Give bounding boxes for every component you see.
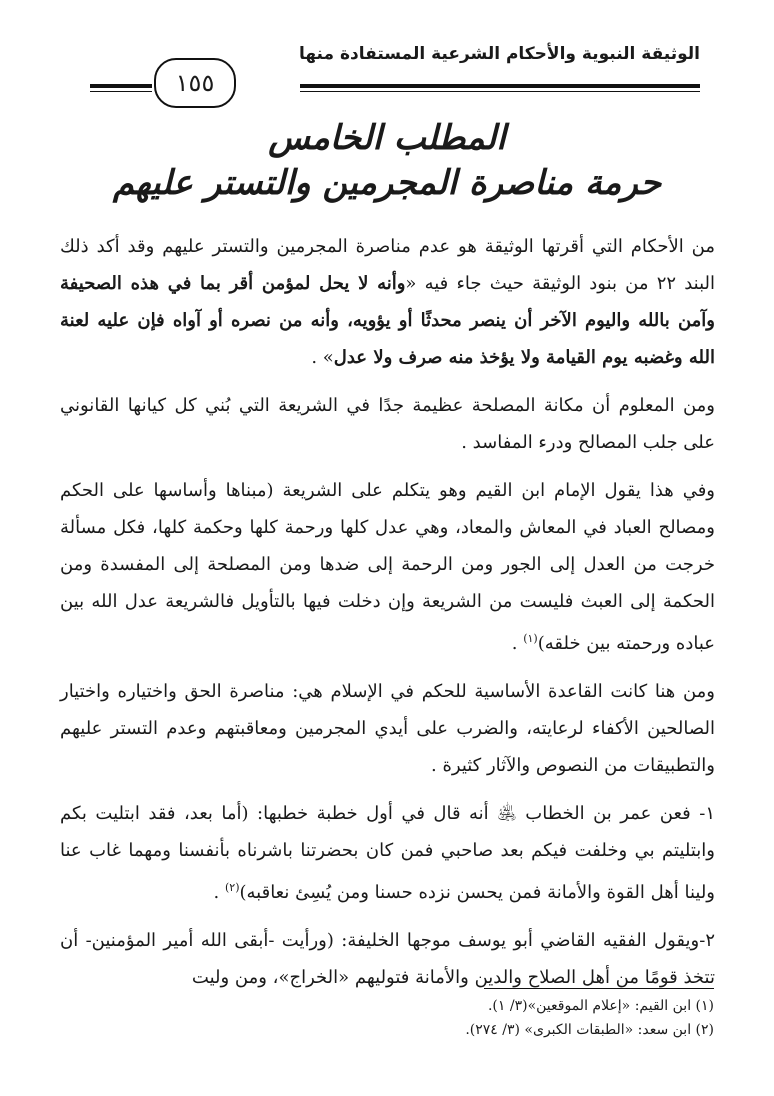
footnotes [59, 994, 714, 1042]
paragraph-2: ومن المعلوم أن مكانة المصلحة عظيمة جدًا في الشريعة التي بُني كل كيانها القانوني على جلب المصالح ودرء المفاسد . [60, 395, 715, 453]
header-rule-left-thin [90, 91, 152, 92]
paragraph-1-start: من الأحكام التي أقرتها الوثيقة هو عدم مناصرة المجرمين والتستر عليهم وقد أكد ذلك البند ٢٢ من بنود الوثيقة حيث جاء فيه « [60, 236, 715, 294]
header-rule-left-thick [90, 84, 152, 88]
paragraph-3-text: وفي هذا يقول الإمام ابن القيم وهو يتكلم على الشريعة (مبناها وأساسها على الحكم ومصالح العباد في المعاش والمعاد، وهي عدل كلها ورحمة كلها وحكمة كلها، فكل مسألة خرجت من العدل إلى الجور ومن الرحمة إلى ضدها ومن المصلحة إلى المفسدة ومن الحكمة إلى العبث فليست من الشريعة وإن دخلت فيها بالتأويل فالشريعة عدل الله بين عباده ورحمته بين خلقه) [60, 480, 715, 654]
paragraph-5 [60, 795, 715, 911]
paragraph-5-end: . [213, 882, 225, 903]
header-rule-thin [300, 91, 700, 92]
footnote-ref-1: (١) [523, 632, 538, 645]
footnote-separator [484, 988, 714, 989]
paragraph-1 [60, 228, 715, 376]
running-title: الوثيقة النبوية والأحكام الشرعية المستفادة منها [298, 44, 700, 64]
footnote-ref-2: (٢) [224, 881, 240, 894]
paragraph-1-quote: وأنه لا يحل لمؤمن أقر بما في هذه الصحيفة وآمن بالله واليوم الآخر أن ينصر محدثًا أو يؤويه، وأنه من نصره أو آواه فإن عليه لعنة الله وغضبه يوم القيامة ولا يؤخذ منه صرف ولا عدل [60, 273, 715, 368]
paragraph-4: ومن هنا كانت القاعدة الأساسية للحكم في الإسلام هي: مناصرة الحق واختياره واختيار الصالحين الأكفاء لرعايته، والضرب على أيدي المجرمين ومعاقبتهم وعدم التستر عليهم والتطبيقات من النصوص والآثار كثيرة . [60, 681, 715, 776]
footnote-2: (٢) ابن سعد: «الطبقات الكبرى» (٣/ ٢٧٤). [465, 1022, 714, 1038]
page-header [90, 38, 700, 108]
body-text [60, 228, 715, 1007]
paragraph-1-end: » . [311, 347, 334, 368]
section-heading: المطلب الخامس [268, 118, 506, 158]
paragraph-3 [60, 472, 715, 662]
section-subheading: حرمة مناصرة المجرمين والتستر عليهم [112, 163, 662, 203]
footnote-1: (١) ابن القيم: «إعلام الموقعين»(٣/ ١). [487, 998, 714, 1014]
paragraph-3-end: . [511, 633, 524, 654]
paragraph-6: ٢-ويقول الفقيه القاضي أبو يوسف موجها الخليفة: (ورأيت -أبقى الله أمير المؤمنين- أن تتخذ قومًا من أهل الصلاح والدين والأمانة فتوليهم «الخراج»، ومن وليت [60, 930, 715, 988]
page-number-frame [154, 58, 236, 108]
paragraph-5-text: ١- فعن عمر بن الخطاب ﵁ أنه قال في أول خطبة خطبها: (أما بعد، فقد ابتليت بكم وابتليتم بي وخلفت فيكم بعد صاحبي فمن كان بحضرتنا باشرناه بأنفسنا ومهما غاب عنا ولينا أهل القوة والأمانة فمن يحسن نزده حسنا ومن يُسِئ نعاقبه) [60, 803, 715, 903]
header-rule-thick [300, 84, 700, 88]
page-number: ١٥٥ [175, 69, 215, 97]
